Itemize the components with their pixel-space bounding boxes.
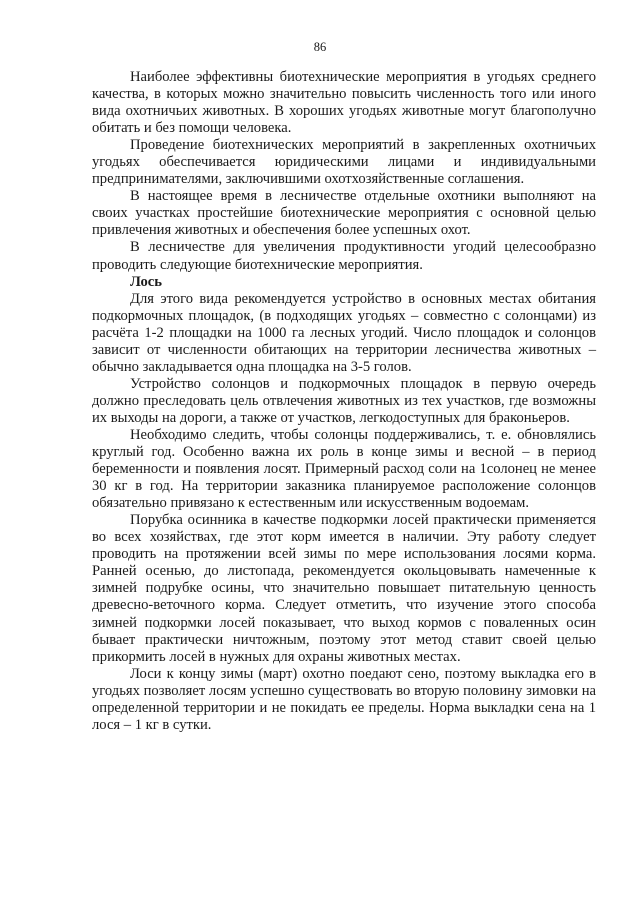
document-body: [92, 69, 596, 734]
paragraph-salt-licks-maintenance: Необходимо следить, чтобы солонцы поддерживались, т. е. обновлялись круглый год. Особенно важна их роль в конце зимы и весной – в период беременности и появления лосят. Примерный расход соли на 1солонец не менее 30 кг в год. На территории заказника планируемое расположение солонцов обязательно привязано к естественным или искусственным водоемам.: [92, 426, 596, 512]
paragraph-current-activities: В настоящее время в лесничестве отдельные охотники выполняют на своих участках простейшие биотехнические мероприятия с основной целью привлечения животных и обеспечения более успешных охот.: [92, 188, 596, 239]
paragraph-hay-feeding: Лоси к концу зимы (март) охотно поедают сено, поэтому выкладка его в угодьях позволяет лосям успешно существовать во вторую половину зимовки на определенной территории и не покидать ее пределы. Норма выкладки сена на 1 лося – 1 кг в сутки.: [92, 665, 596, 733]
paragraph-recommended-measures: В лесничестве для увеличения продуктивности угодий целесообразно проводить следующие биотехнические мероприятия.: [92, 239, 596, 273]
paragraph-aspen-cutting: Порубка осинника в качестве подкормки лосей практически применяется во всех хозяйствах, где этот корм имеется в наличии. Эту работу следует проводить на протяжении всей зимы по мере использования лосями корма. Ранней осенью, до листопада, рекомендуется окольцовывать намеченные к зимней подрубке осины, что значительно повышает питательную ценность древесно-веточного корма. Следует отметить, что изучение этого способа зимней подкормки лосей показывает, что выход кормов с поваленных осин бывает практически ничтожным, поэтому этот метод ставит своей целью прикормить лосей в нужных для охраны животных местах.: [92, 512, 596, 665]
paragraph-biotech-responsibility: Проведение биотехнических мероприятий в закрепленных охотничьих угодьях обеспечивается юридическими лицами и индивидуальными предпринимателями, заключившими охотхозяйственные соглашения.: [92, 137, 596, 188]
paragraph-feeding-sites: Для этого вида рекомендуется устройство в основных местах обитания подкормочных площадок, (в подходящих угодьях – совместно с солонцами) из расчёта 1-2 площадки на 1000 га лесных угодий. Число площадок и солонцов зависит от численности обитающих на территории лесничества животных – обычно закладывается одна площадка на 3-5 голов.: [92, 290, 596, 375]
section-heading-moose: Лось: [130, 273, 163, 290]
page-number: 86: [313, 40, 327, 54]
paragraph-biotech-efficiency: Наиболее эффективны биотехнические мероприятия в угодьях среднего качества, в которых можно значительно повысить численность того или иного вида охотничьих животных. В хороших угодьях животные могут благополучно обитать и без помощи человека.: [92, 69, 596, 137]
paragraph-salt-licks-purpose: Устройство солонцов и подкормочных площадок в первую очередь должно преследовать цель отвлечения животных из тех участков, где возможны их выходы на дороги, а также от участков, легкодоступных для браконьеров.: [92, 375, 596, 426]
